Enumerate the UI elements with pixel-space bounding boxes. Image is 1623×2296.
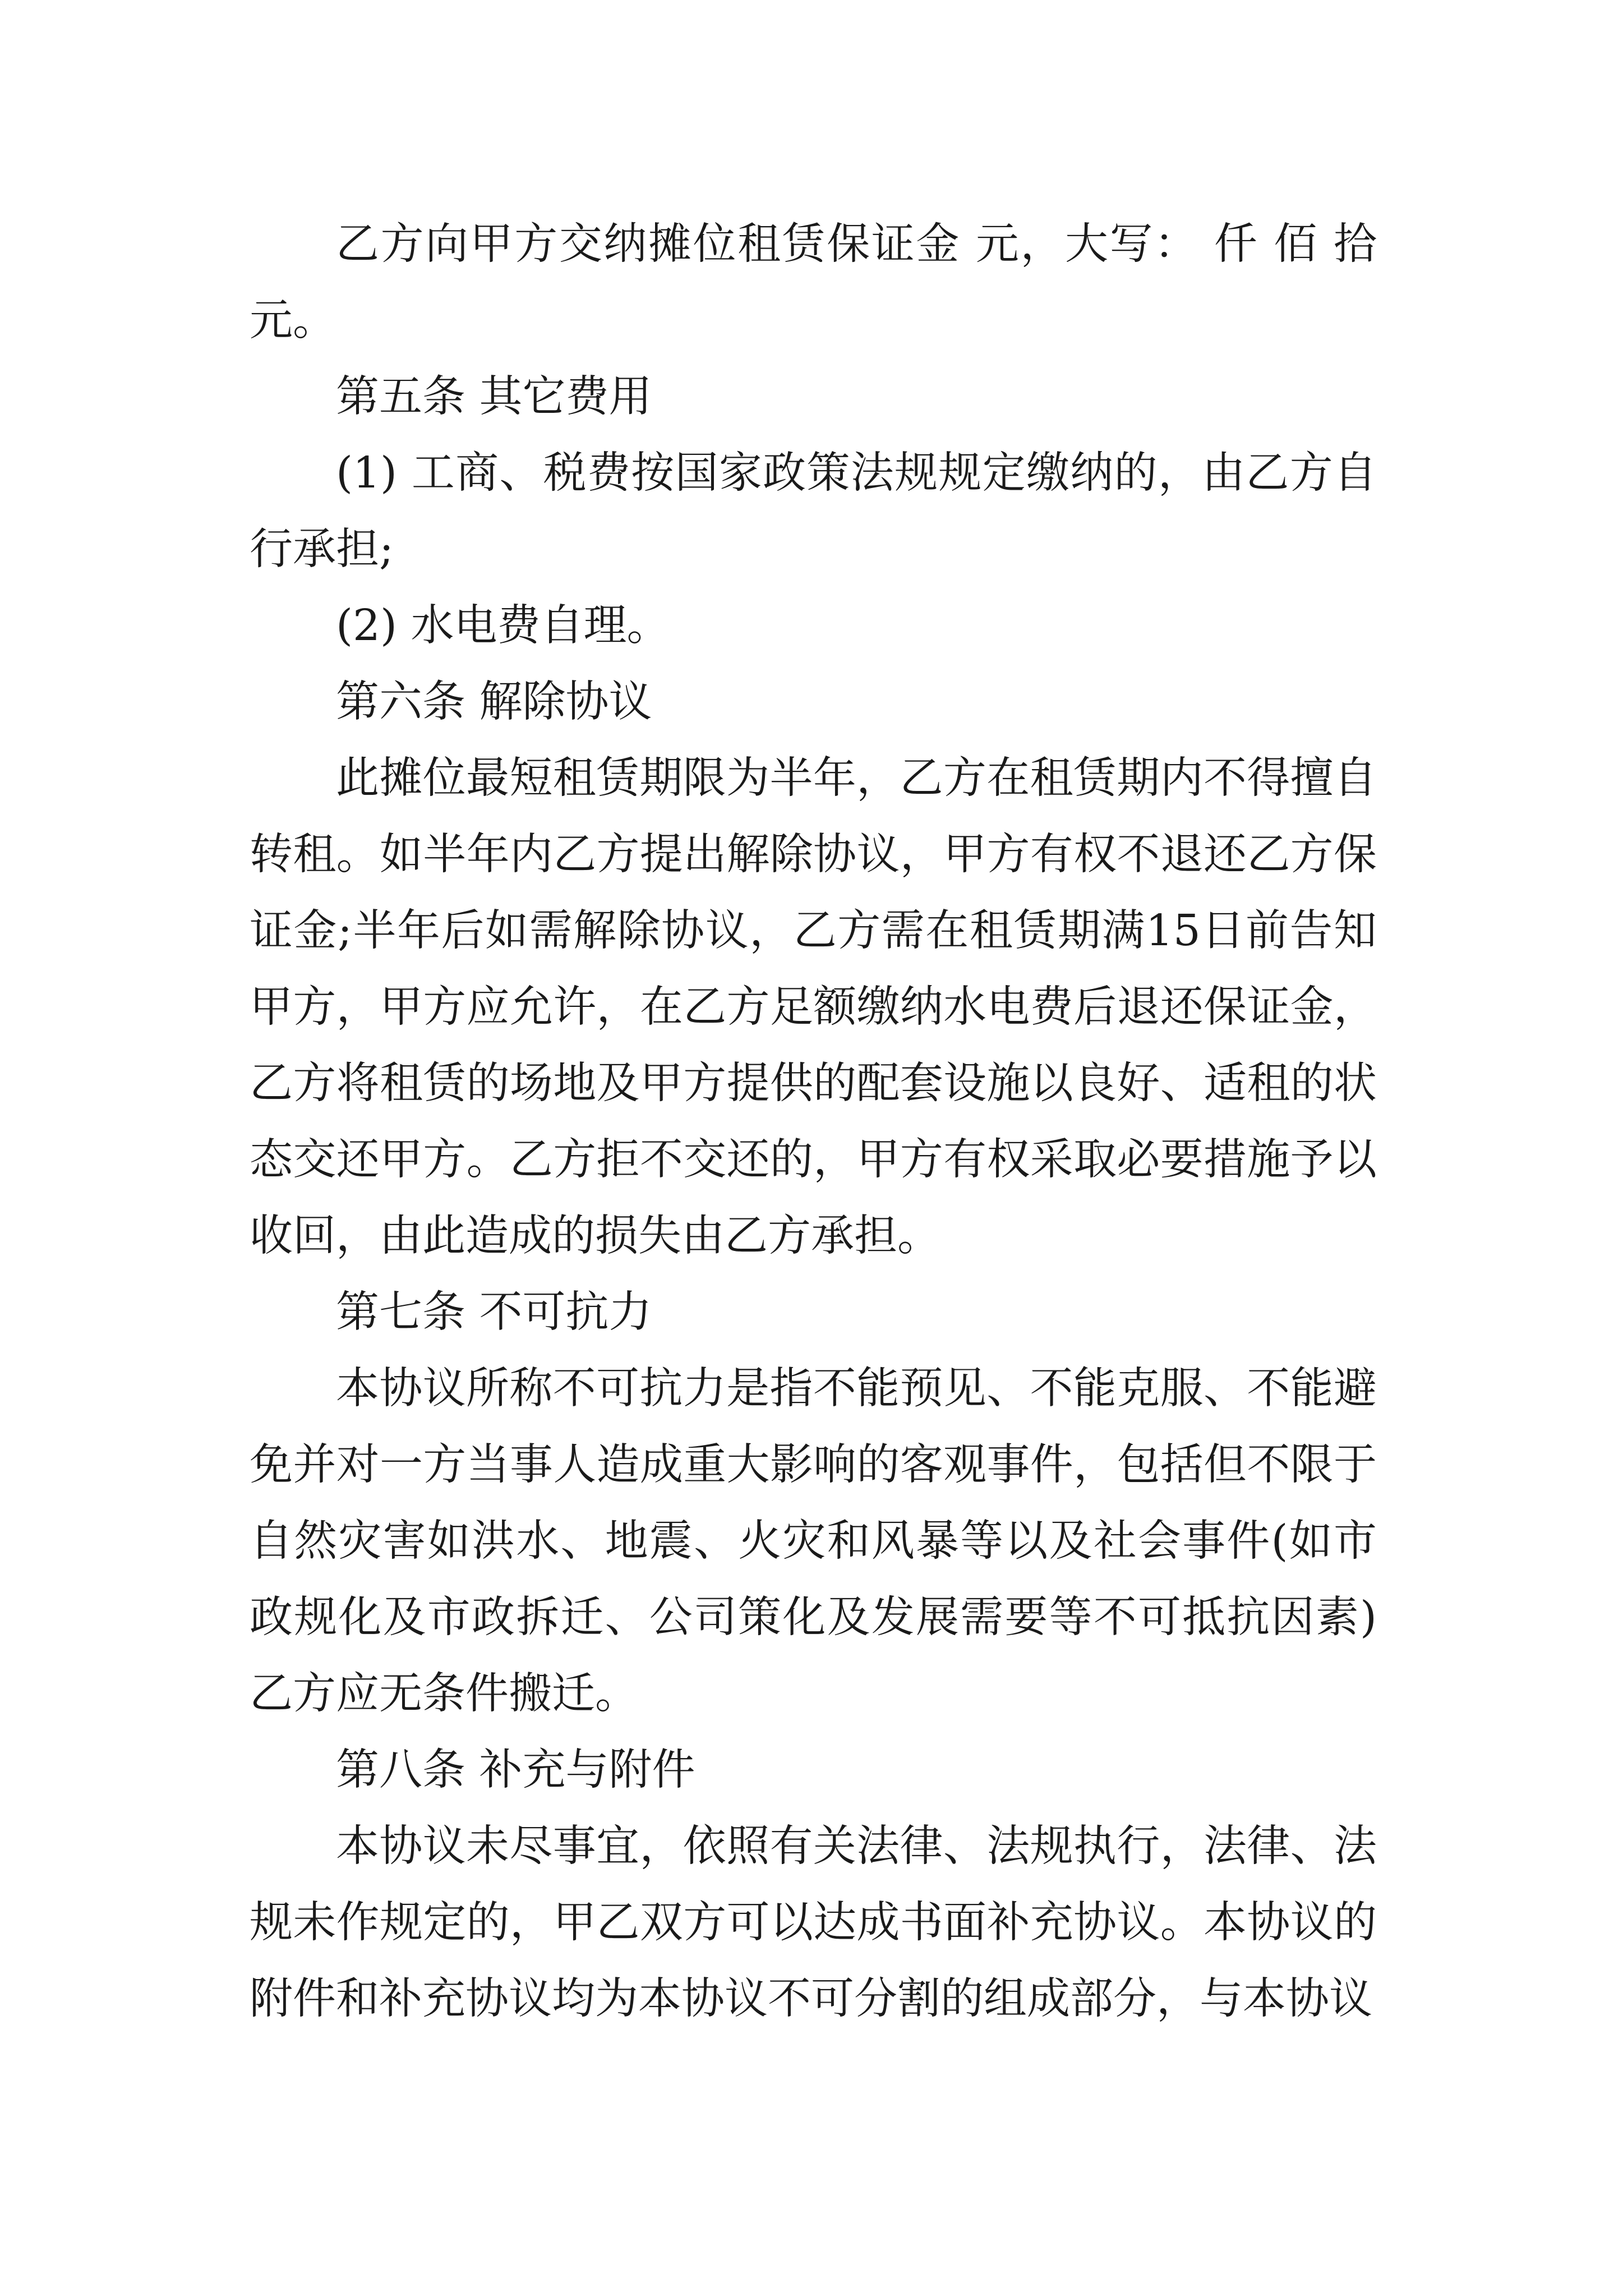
document-body [250, 206, 1377, 2037]
article-7-heading: 第七条 不可抗力 [336, 1287, 652, 1337]
article-8-heading: 第八条 补充与附件 [336, 1745, 695, 1795]
article-5-heading: 第五条 其它费用 [336, 372, 652, 422]
article-6-heading: 第六条 解除协议 [336, 677, 652, 727]
article-7-body: 本协议所称不可抗力是指不能预见、不能克服、不能避免并对一方当事人造成重大影响的客观事件，包括但不限于自然灾害如洪水、地震、火灾和风暴等以及社会事件(如市政规化及市政拆迁、公司策化及发展需要等不可抵抗因素)乙方应无条件搬迁。 [250, 1364, 1377, 1719]
article-5-item-2: (2) 水电费自理。 [336, 601, 670, 651]
article-6-body: 此摊位最短租赁期限为半年，乙方在租赁期内不得擅自转租。如半年内乙方提出解除协议，甲方有权不退还乙方保证金;半年后如需解除协议，乙方需在租赁期满15日前告知甲方，甲方应允许，在乙方足额缴纳水电费后退还保证金，乙方将租赁的场地及甲方提供的配套设施以良好、适租的状态交还甲方。乙方拒不交还的，甲方有权采取必要措施予以收回，由此造成的损失由乙方承担。 [250, 753, 1377, 1261]
article-5-item-1: (1) 工商、税费按国家政策法规规定缴纳的，由乙方自行承担; [250, 448, 1377, 574]
article-8-body: 本协议未尽事宜，依照有关法律、法规执行，法律、法规未作规定的，甲乙双方可以达成书面补充协议。本协议的附件和补充协议均为本协议不可分割的组成部分，与本协议 [250, 1821, 1377, 2024]
deposit-paragraph: 乙方向甲方交纳摊位租赁保证金 元，大写： 仟 佰 拾 元。 [250, 219, 1377, 346]
